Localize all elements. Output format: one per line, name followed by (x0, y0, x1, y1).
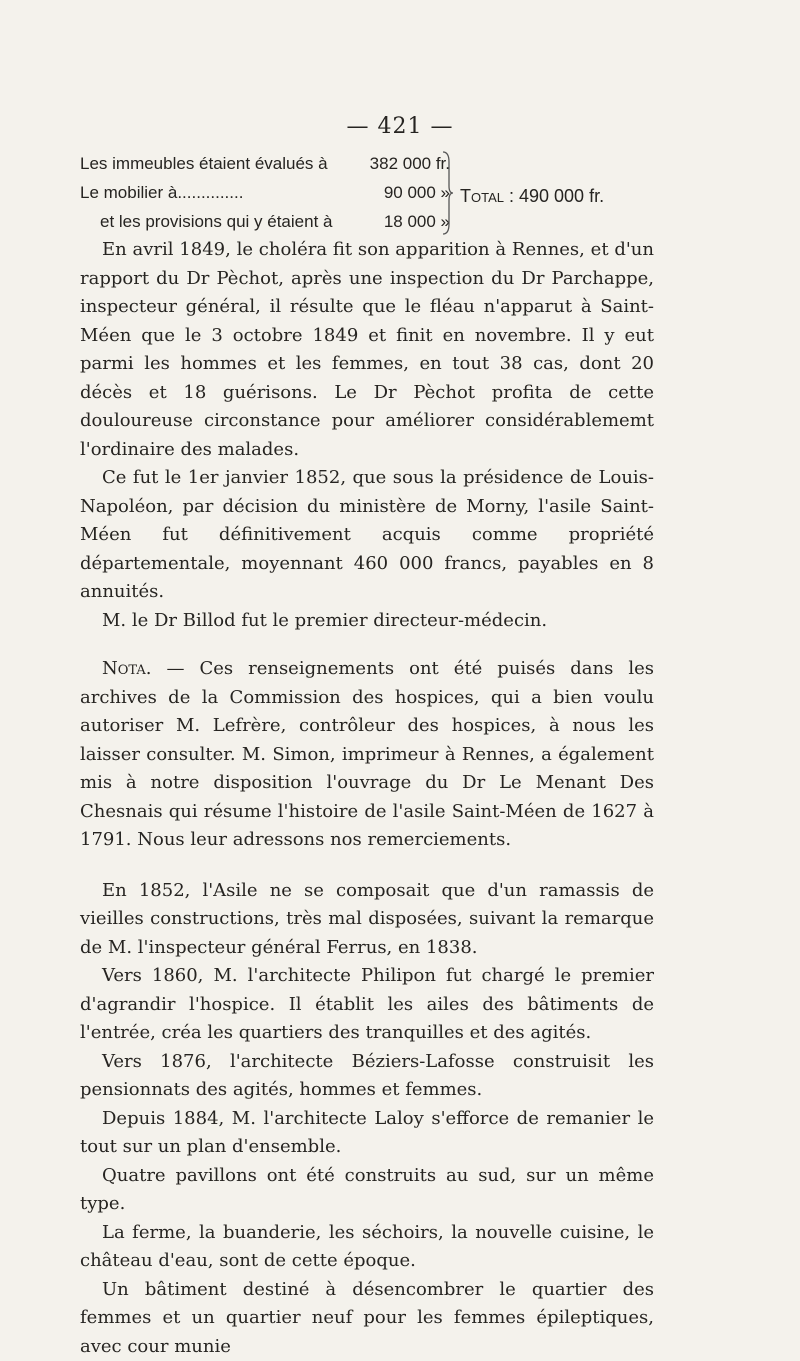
paragraph: Vers 1860, M. l'architecte Philipon fut chargé le premier d'agrandir l'hospice. Il établit les ailes des bâtiments de l'entrée, créa les quartiers des tranquilles et des agités. (80, 962, 654, 1048)
cost-value: 90 000 » (350, 183, 450, 203)
paragraph: En avril 1849, le choléra fit son apparition à Rennes, et d'un rapport du Dr Pèchot, après une inspection du Dr Parchappe, inspecteur général, il résulte que le fléau n'apparut à Saint-Méen que le 3 octobre 1849 et finit en novembre. Il y eut parmi les hommes et les femmes, en tout 38 cas, dont 20 décès et 18 guérisons. Le Dr Pèchot profita de cette douloureuse circonstance pour améliorer considérablememt l'ordinaire des malades. (80, 236, 654, 464)
paragraph: M. le Dr Billod fut le premier directeur-médecin. (80, 607, 654, 636)
cost-value: 382 000 fr. (350, 154, 450, 174)
paragraph: Quatre pavillons ont été construits au sud, sur un même type. (80, 1162, 654, 1219)
paragraph: La ferme, la buanderie, les séchoirs, la nouvelle cuisine, le château d'eau, sont de cette époque. (80, 1219, 654, 1276)
paragraph: Ce fut le 1er janvier 1852, que sous la présidence de Louis-Napoléon, par décision du ministère de Morny, l'asile Saint-Méen fut définitivement acquis comme propriété départementale, moyennant 460 000 francs, payables en 8 annuités. (80, 464, 654, 607)
cost-label: et les provisions qui y étaient à (100, 212, 332, 232)
paragraph: Un bâtiment destiné à désencombrer le quartier des femmes et un quartier neuf pour les femmes épileptiques, avec cour munie (80, 1276, 654, 1361)
total-label: Total (460, 186, 504, 206)
nota-paragraph (80, 655, 654, 855)
total-value: : 490 000 fr. (509, 186, 604, 206)
cost-label: Les immeubles étaient évalués à (80, 154, 328, 174)
page-number: — 421 — (0, 114, 800, 139)
brace-icon (440, 150, 454, 236)
cost-label: Le mobilier à.............. (80, 183, 243, 203)
total (460, 186, 604, 207)
paragraph: En 1852, l'Asile ne se composait que d'un ramassis de vieilles constructions, très mal disposées, suivant la remarque de M. l'inspecteur général Ferrus, en 1838. (80, 877, 654, 963)
nota-label: Nota. (102, 658, 151, 679)
nota-text: — Ces renseignements ont été puisés dans les archives de la Commission des hospices, qui a bien voulu autoriser M. Lefrère, contrôleur des hospices, à nous les laisser consulter. M. Simon, imprimeur à Rennes, a également mis à notre disposition l'ouvrage du Dr Le Menant Des Chesnais qui résume l'histoire de l'asile Saint-Méen de 1627 à 1791. Nous leur adressons nos remerciements. (80, 658, 654, 850)
cost-value: 18 000 » (350, 212, 450, 232)
body-text (80, 236, 654, 1361)
paragraph: Vers 1876, l'architecte Béziers-Lafosse construisit les pensionnats des agités, hommes et femmes. (80, 1048, 654, 1105)
paragraph: Depuis 1884, M. l'architecte Laloy s'efforce de remanier le tout sur un plan d'ensemble. (80, 1105, 654, 1162)
